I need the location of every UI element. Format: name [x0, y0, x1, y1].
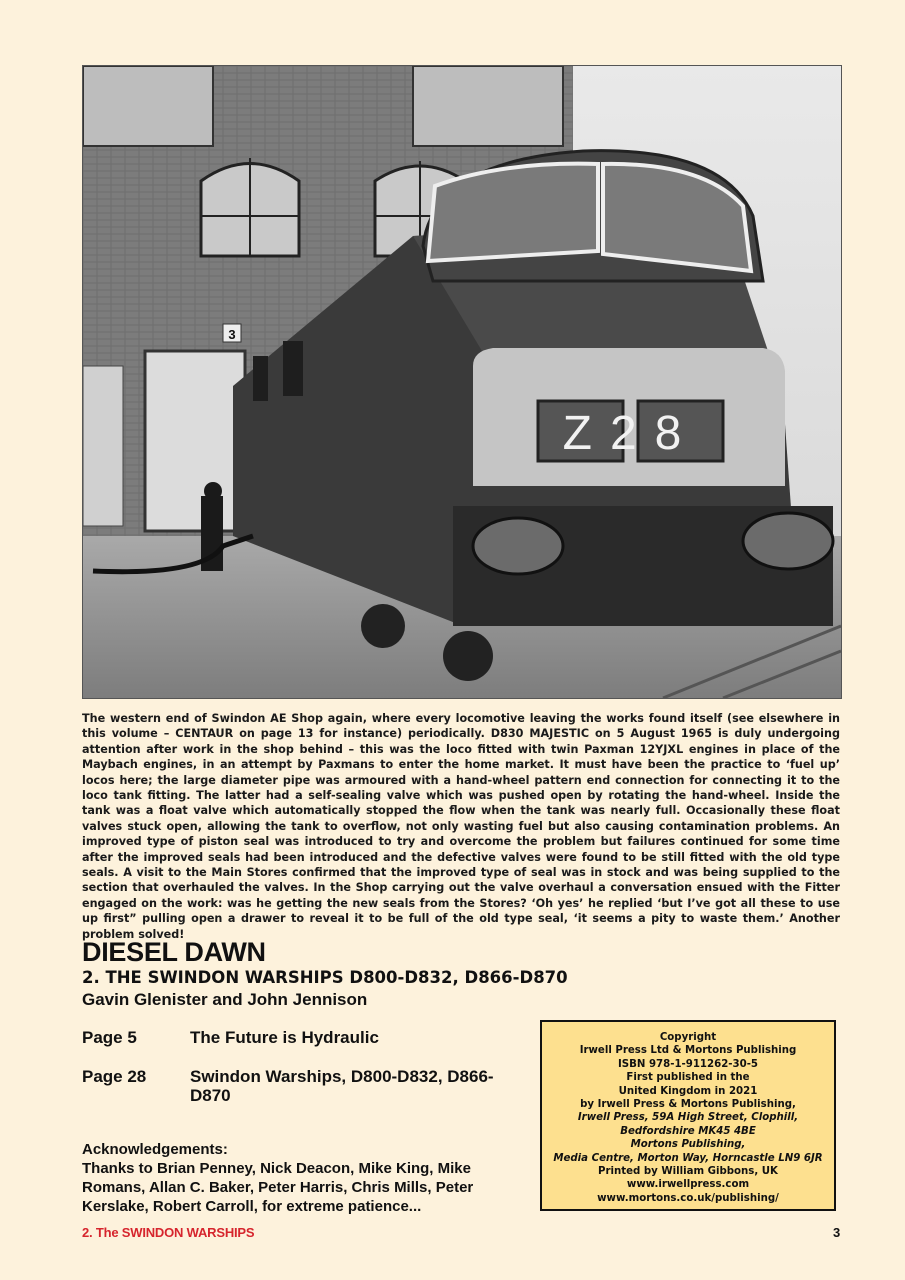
toc-page-number: Page 5	[82, 1028, 137, 1047]
copyright-line: by Irwell Press & Mortons Publishing,	[580, 1099, 796, 1111]
copyright-address: Media Centre, Morton Way, Horncastle LN9 6JR	[553, 1152, 823, 1164]
locomotive-photo	[82, 65, 842, 699]
page-number: 3	[833, 1225, 841, 1240]
copyright-address: Mortons Publishing,	[630, 1139, 746, 1151]
toc-entry	[82, 1028, 502, 1047]
toc-page-number: Page 28	[82, 1067, 147, 1086]
toc-chapter-title: Swindon Warships, D800-D832, D866-D870	[190, 1067, 494, 1105]
headcode-text: Z28	[562, 407, 700, 460]
copyright-line: United Kingdom in 2021	[618, 1085, 758, 1097]
locomotive-photo-drawing	[83, 66, 841, 698]
isbn: ISBN 978-1-911262-30-5	[617, 1058, 759, 1070]
toc-entry	[82, 1067, 502, 1105]
acknowledgements-heading: Acknowledgements:	[82, 1141, 228, 1158]
table-of-contents	[82, 1028, 502, 1125]
website-link[interactable]: www.mortons.co.uk/publishing/	[597, 1192, 779, 1204]
copyright-line: Irwell Press Ltd & Mortons Publishing	[579, 1045, 797, 1057]
running-title: 2. The SWINDON WARSHIPS	[82, 1225, 255, 1240]
copyright-address: Irwell Press, 59A High Street, Clophill,	[577, 1112, 799, 1124]
photo-caption: The western end of Swindon AE Shop again, where every locomotive leaving the works found itself (see elsewhere in this volume – CENTAUR on page 13 for instance) periodically. D830 MAJESTIC on 5 August 1965 is duly undergoing attention after work in the shop behind – this was the loco fitted with twin Paxman 12YJXL engines in place of the Maybach engines, in an attempt by Paxmans to enter the home market. It must have been the practice to ‘fuel up’ locos here; the large diameter pipe was armoured with a hand-wheel pattern end connection for connecting it to the loco tank fitting. The latter had a self-sealing valve which was pushed open by rotating the hand-wheel. Inside the tank was a float valve which automatically stopped the flow when the tank was nearly full. Occasionally these float valves stuck open, allowing the tank to overflow, not only wasting fuel but also causing contamination problems. An improved type of piston seal was introduced to try and overcome the problem but failures continued for some time after the improved seals had been introduced and the defective valves were found to be still fitted with the old type seals. A visit to the Main Stores confirmed that the improved type of seal was in stock and was being supplied to the section that overhauled the valves. In the Shop carrying out the valve overhaul a conversation ensued with the Fitter engaged on the work: was he getting the new seals from the Stores? ‘Oh yes’ he replied ‘but I’ve got all these to use up first” pulling open a drawer to reveal it to be full of the old type seal, ‘it seems a pity to waste them.’ Another problem solved!	[82, 712, 840, 941]
door-number: 3	[228, 327, 236, 342]
website-link[interactable]: www.irwellpress.com	[626, 1179, 750, 1191]
copyright-line: Copyright	[659, 1032, 717, 1043]
copyright-line: First published in the	[626, 1072, 750, 1084]
copyright-address: Bedfordshire MK45 4BE	[620, 1125, 756, 1137]
copyright-box	[540, 1020, 836, 1211]
printer-line: Printed by William Gibbons, UK	[598, 1166, 778, 1178]
book-authors: Gavin Glenister and John Jennison	[82, 990, 368, 1009]
toc-chapter-title: The Future is Hydraulic	[190, 1028, 379, 1047]
book-subtitle: 2. THE SWINDON WARSHIPS D800-D832, D866-D870	[82, 968, 568, 987]
book-title: DIESEL DAWN	[82, 937, 266, 967]
acknowledgements-text: Thanks to Brian Penney, Nick Deacon, Mike King, Mike Romans, Allan C. Baker, Peter Harris, Chris Mills, Peter Kerslake, Robert Carroll, for extreme patience...	[82, 1160, 474, 1215]
acknowledgements	[82, 1140, 482, 1216]
